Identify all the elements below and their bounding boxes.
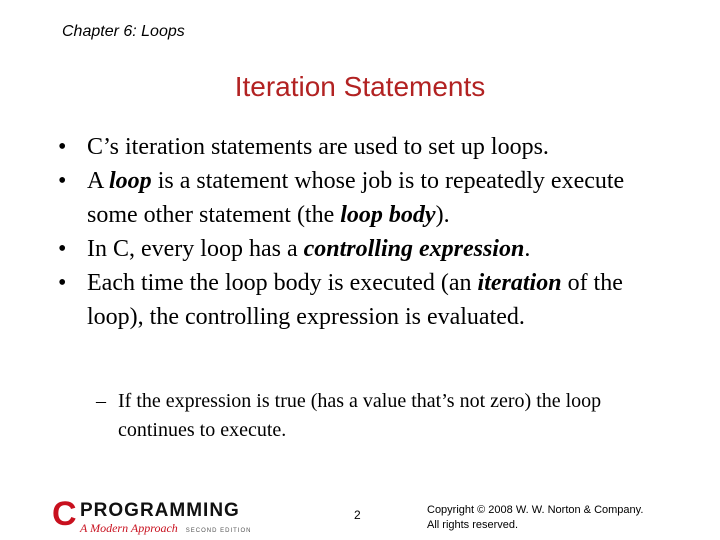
logo-wordmark: PROGRAMMING <box>80 500 240 521</box>
bullet-list <box>58 130 678 334</box>
book-logo <box>52 497 267 539</box>
bullet-text: C’s iteration statements are used to set up loops. <box>87 134 549 160</box>
bullet-glyph: • <box>58 270 67 296</box>
bullet-item <box>58 164 678 232</box>
bullet-text: In C, every loop has a controlling expression. <box>87 236 531 262</box>
bullet-item <box>58 130 678 164</box>
slide-title-text: Iteration Statements <box>234 71 486 102</box>
sub-bullet-glyph: – <box>96 390 106 412</box>
bullet-glyph: • <box>58 134 67 160</box>
chapter-header: Chapter 6: Loops <box>62 23 185 40</box>
logo-subtitle <box>80 521 251 538</box>
copyright-line-1: Copyright © 2008 W. W. Norton & Company. <box>427 504 644 516</box>
copyright-line-2: All rights reserved. <box>427 519 519 531</box>
copyright-notice <box>427 503 643 533</box>
bullet-item <box>58 266 678 334</box>
sub-bullet-text: If the expression is true (has a value that’s not zero) the loop continues to execute. <box>118 390 602 441</box>
page-number: 2 <box>354 508 361 522</box>
logo-subtitle-text: A Modern Approach <box>80 521 178 535</box>
sub-bullet-item <box>96 387 676 445</box>
slide-title <box>0 71 720 103</box>
logo-edition: SECOND EDITION <box>185 528 252 534</box>
bullet-text: Each time the loop body is executed (an iteration of the loop), the controlling expression is evaluated. <box>87 270 623 330</box>
bullet-text: A loop is a statement whose job is to repeatedly execute some other statement (the loop body). <box>87 168 625 228</box>
bullet-item <box>58 232 678 266</box>
bullet-glyph: • <box>58 168 67 194</box>
bullet-glyph: • <box>58 236 67 262</box>
logo-letter: C <box>52 495 77 533</box>
